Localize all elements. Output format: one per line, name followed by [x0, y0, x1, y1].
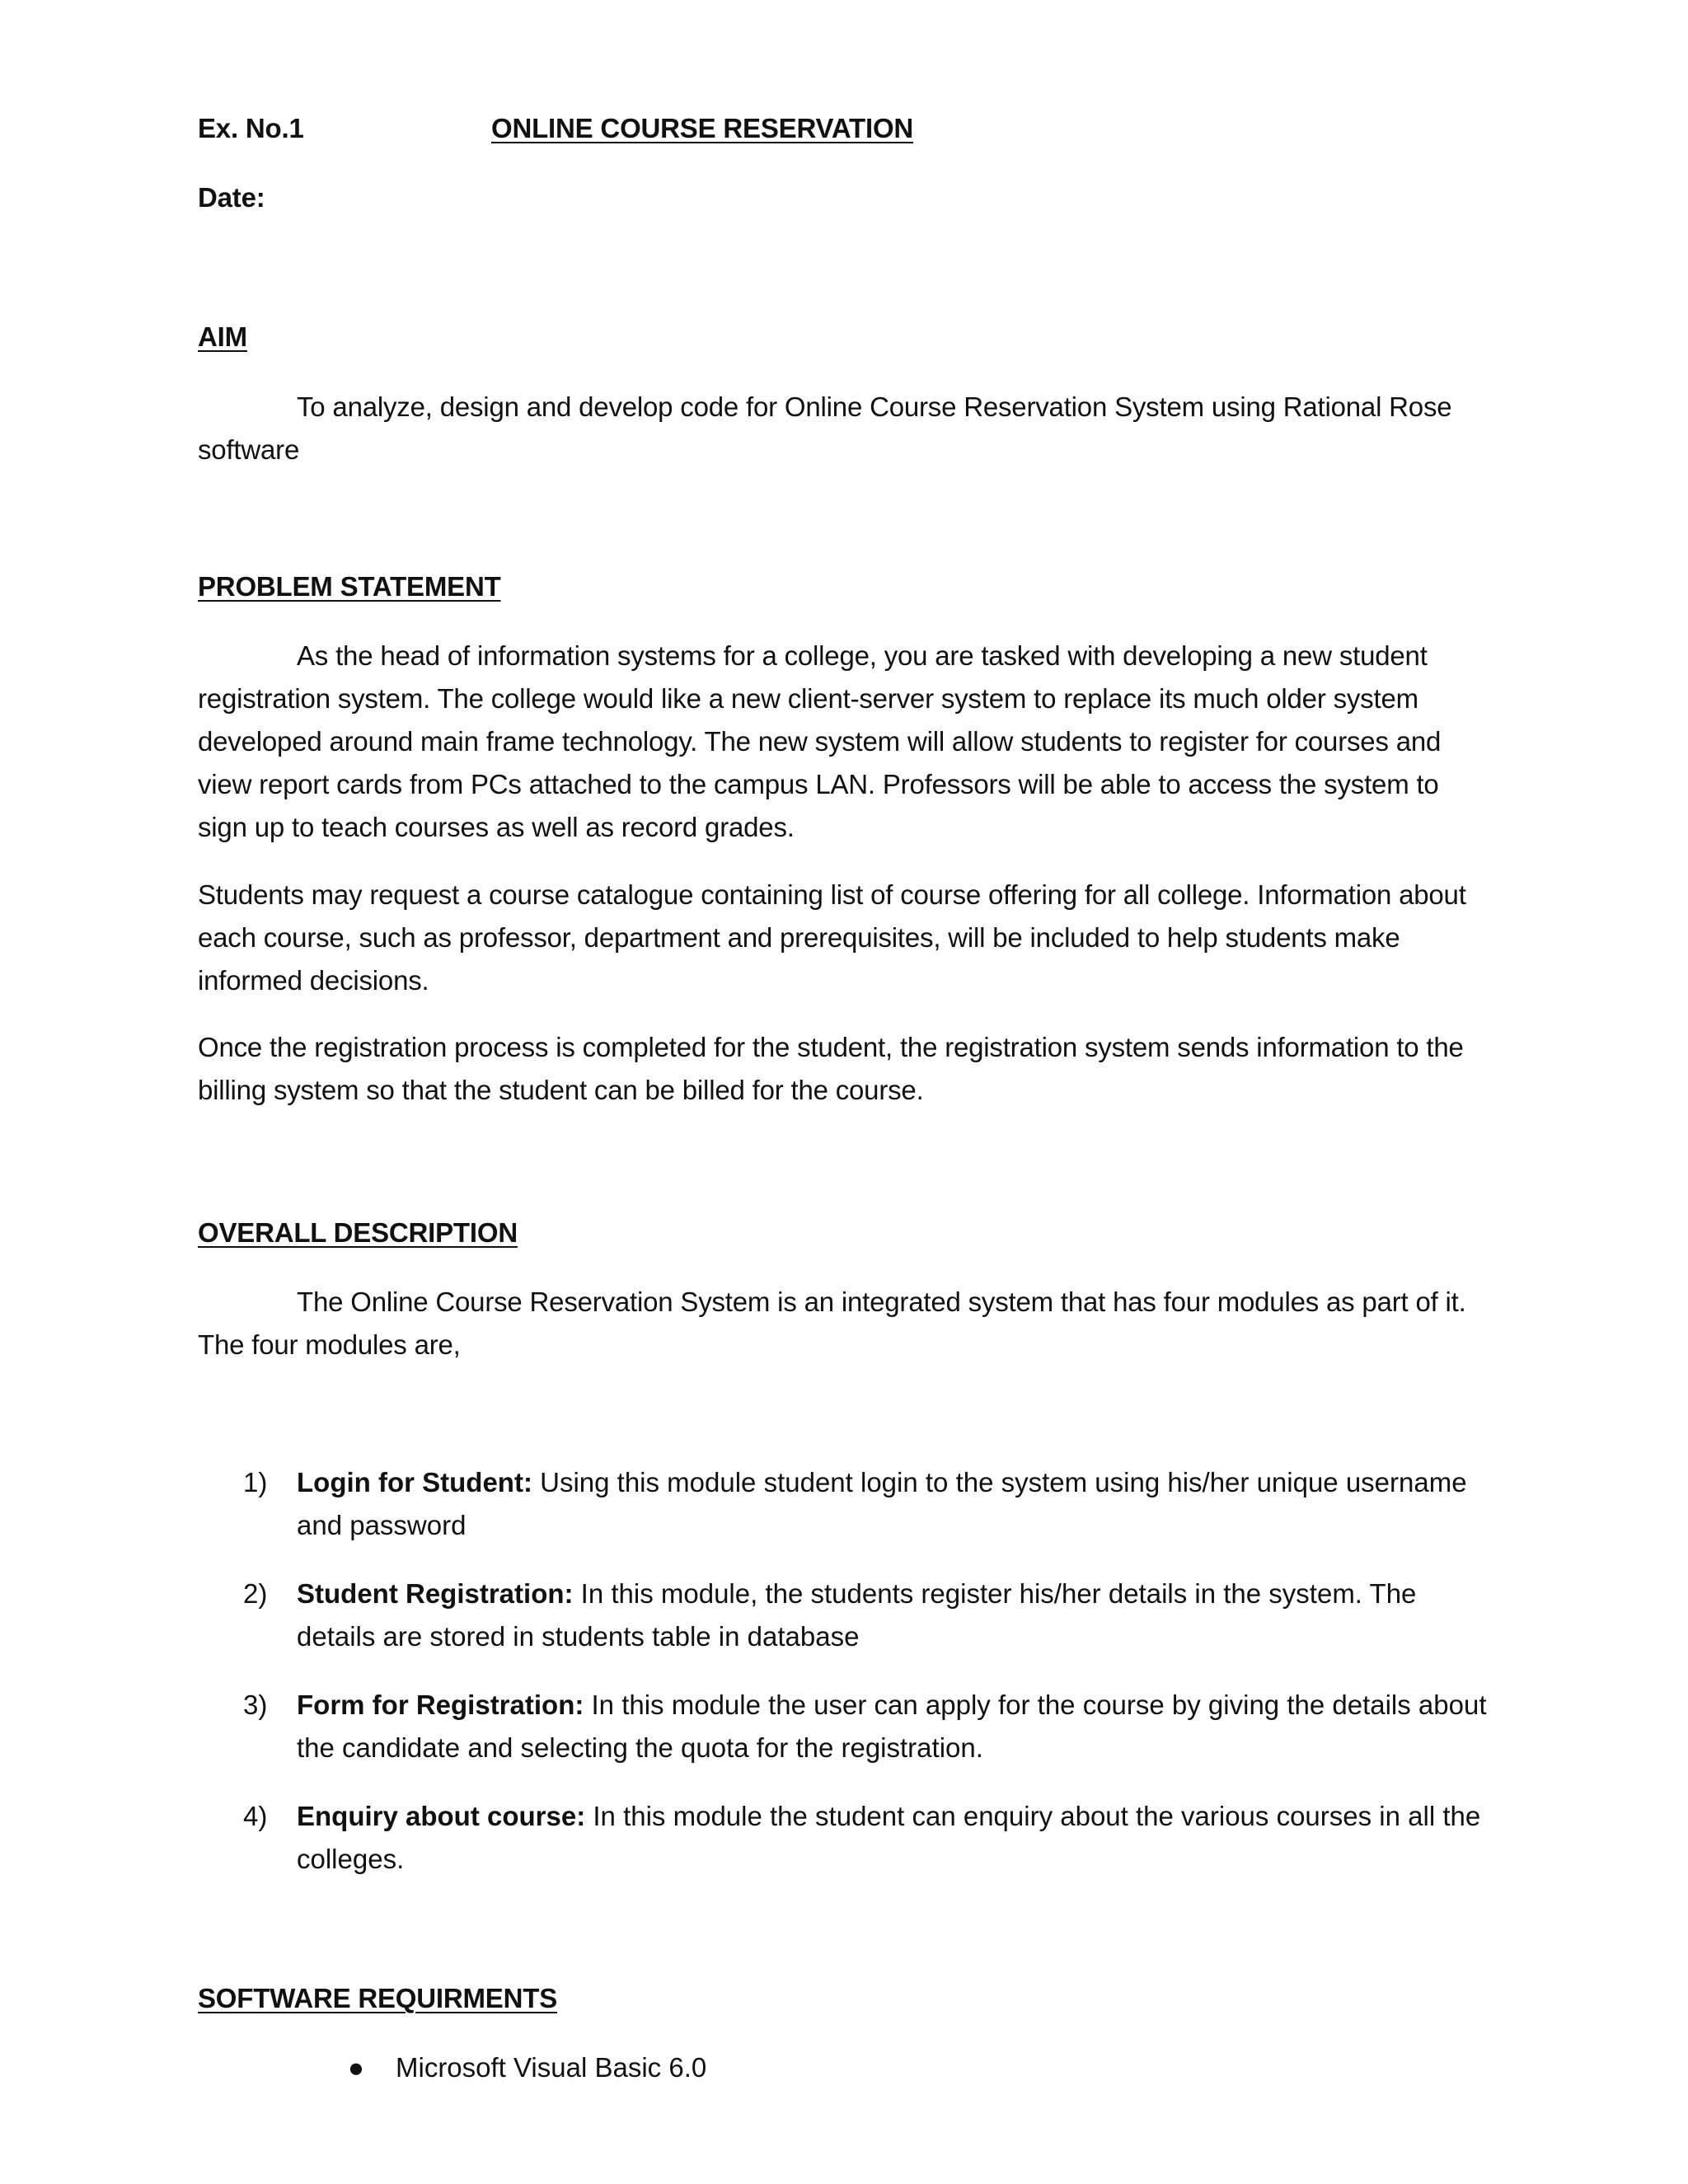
module-text: In this module the student can enquiry about the various courses in all the colleges.: [297, 1801, 1481, 1874]
overall-intro-text: The Online Course Reservation System is an integrated system that has four modules as part of it. The four modules are,: [198, 1286, 1466, 1360]
list-number: 4): [243, 1801, 268, 1831]
list-number: 3): [243, 1690, 268, 1720]
problem-paragraph-1: [198, 635, 1488, 849]
exercise-number: Ex. No.1: [198, 113, 304, 143]
list-number: 1): [243, 1467, 268, 1497]
list-number: 2): [243, 1578, 268, 1609]
problem-text-1: As the head of information systems for a college, you are tasked with developing a new student registration system. The college would like a new client-server system to replace its much older system developed around main frame technology. The new system will allow students to register for courses and view report cards from PCs attached to the campus LAN. Professors will be able to access the system to sign up to teach courses as well as record grades.: [198, 640, 1442, 842]
list-item: [243, 1572, 1488, 1658]
module-text: In this module, the students register his/her details in the system. The details are stored in students table in database: [297, 1578, 1417, 1652]
aim-paragraph: [198, 386, 1488, 471]
software-requirements-heading: SOFTWARE REQUIRMENTS: [198, 1983, 558, 2013]
list-item: [243, 1684, 1488, 1769]
module-text: Using this module student login to the system using his/her unique username and password: [297, 1467, 1467, 1540]
module-title: Login for Student:: [297, 1467, 532, 1497]
module-title: Student Registration:: [297, 1578, 574, 1609]
date-label: Date:: [198, 182, 265, 213]
list-item: [243, 1795, 1488, 1881]
overall-intro-paragraph: [198, 1281, 1488, 1366]
problem-paragraph-3: Once the registration process is completed for the student, the registration system sends information to the billing system so that the student can be billed for the course.: [198, 1032, 1464, 1105]
problem-paragraph-2: Students may request a course catalogue containing list of course offering for all college. Information about each course, such as professor, department and prerequisites, will be included to help students make informed decisions.: [198, 879, 1466, 996]
list-item: [243, 1461, 1488, 1547]
document-title: ONLINE COURSE RESERVATION: [491, 113, 914, 143]
module-title: Enquiry about course:: [297, 1801, 586, 1831]
overall-description-heading: OVERALL DESCRIPTION: [198, 1217, 518, 1248]
problem-statement-heading: PROBLEM STATEMENT: [198, 571, 501, 602]
module-title: Form for Registration:: [297, 1690, 584, 1720]
bullet-icon: ●: [348, 2052, 364, 2083]
aim-text: To analyze, design and develop code for Online Course Reservation System using Rational Rose software: [198, 391, 1452, 465]
aim-heading: AIM: [198, 321, 247, 352]
software-item: Microsoft Visual Basic 6.0: [396, 2052, 707, 2083]
module-text: In this module the user can apply for the course by giving the details about the candidate and selecting the quota for the registration.: [297, 1690, 1487, 1763]
